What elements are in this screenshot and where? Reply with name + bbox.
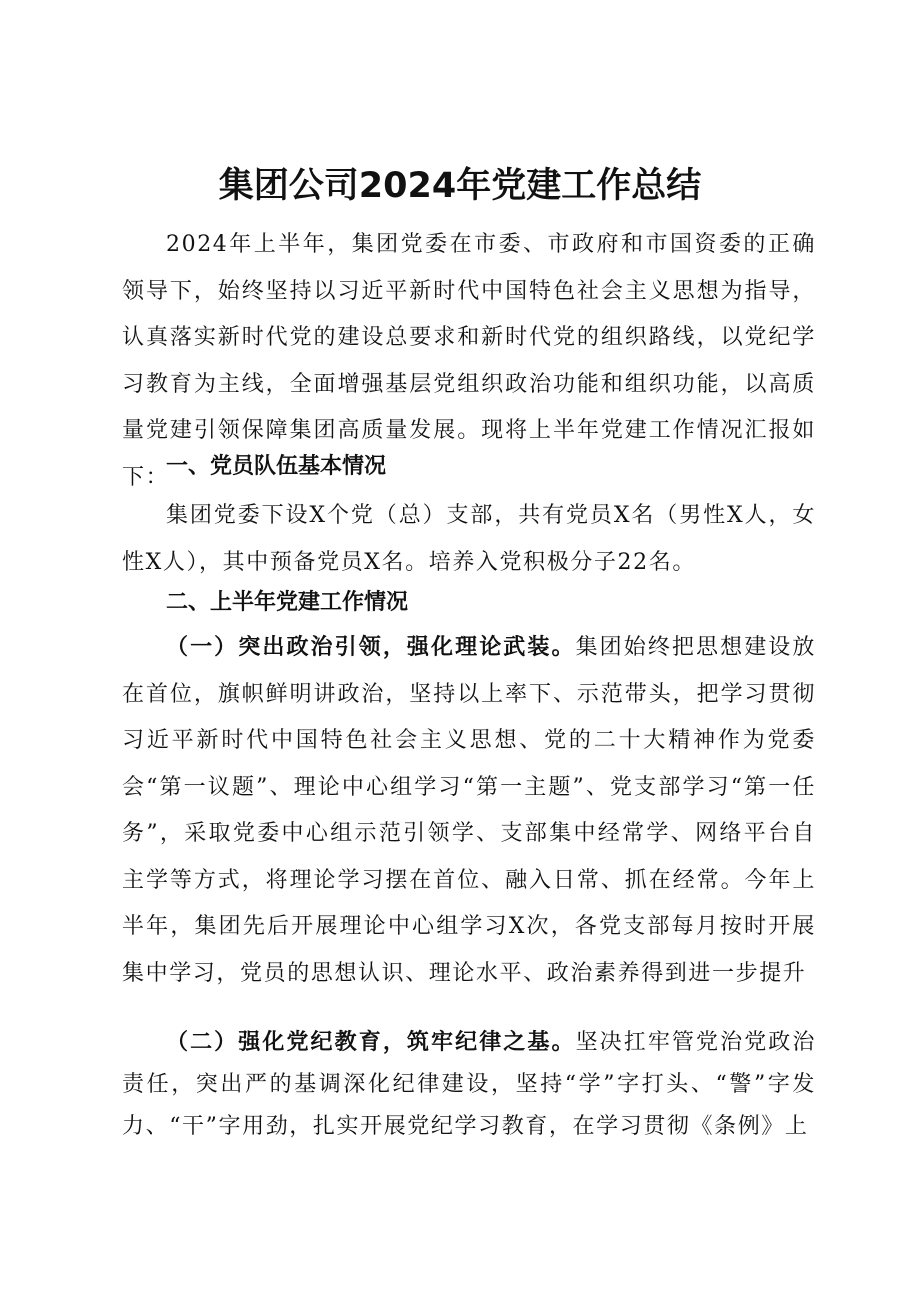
item-1-lead: （一）突出政治引领，强化理论武装。 (166, 634, 576, 660)
section-1-heading: 一、党员队伍基本情况 (166, 454, 387, 479)
item-1-body: 集团始终把思想建设放在首位，旗帜鲜明讲政治，坚持以上率下、示范带头，把学习贯彻习近平新时代中国特色社会主义思想、党的二十大精神作为党委会“第一议题”、理论中心组学习“第一主题”、党支部学习“第一任务”，采取党委中心组示范引领学、支部集中经常学、网络平台自主学等方式，将理论学习摆在首位、融入日常、抓在经常。今年上半年，集团先后开展理论中心组学习X次，各党支部每月按时开展集中学习，党员的思想认识、理论水平、政治素养得到进一步提升 (122, 635, 816, 986)
section-2-item-1-paragraph (122, 624, 816, 997)
section-1-paragraph: 集团党委下设X个党（总）支部，共有党员X名（男性X人，女性X人），其中预备党员X名。培养入党积极分子22名。 (122, 503, 816, 575)
intro-paragraph: 2024年上半年，集团党委在市委、市政府和市国资委的正确领导下，始终坚持以习近平新时代中国特色社会主义思想为指导，认真落实新时代党的建设总要求和新时代党的组织路线，以党纪学习教育为主线，全面增强基层党组织政治功能和组织功能，以高质量党建引领保障集团高质量发展。现将上半年党建工作情况汇报如下： (122, 232, 816, 490)
item-2-lead: （二）强化党纪教育，筑牢纪律之基。 (166, 1029, 576, 1055)
item-2-body: 坚决扛牢管党治党政治责任，突出严的基调深化纪律建设，坚持“学”字打头、“警”字发力、“干”字用劲，扎实开展党纪学习教育，在学习贯彻《条例》上 (122, 1030, 816, 1139)
section-2-heading: 二、上半年党建工作情况 (166, 590, 409, 615)
document-title: 集团公司2024年党建工作总结 (218, 166, 702, 206)
section-2-item-2-paragraph (122, 1021, 816, 1148)
